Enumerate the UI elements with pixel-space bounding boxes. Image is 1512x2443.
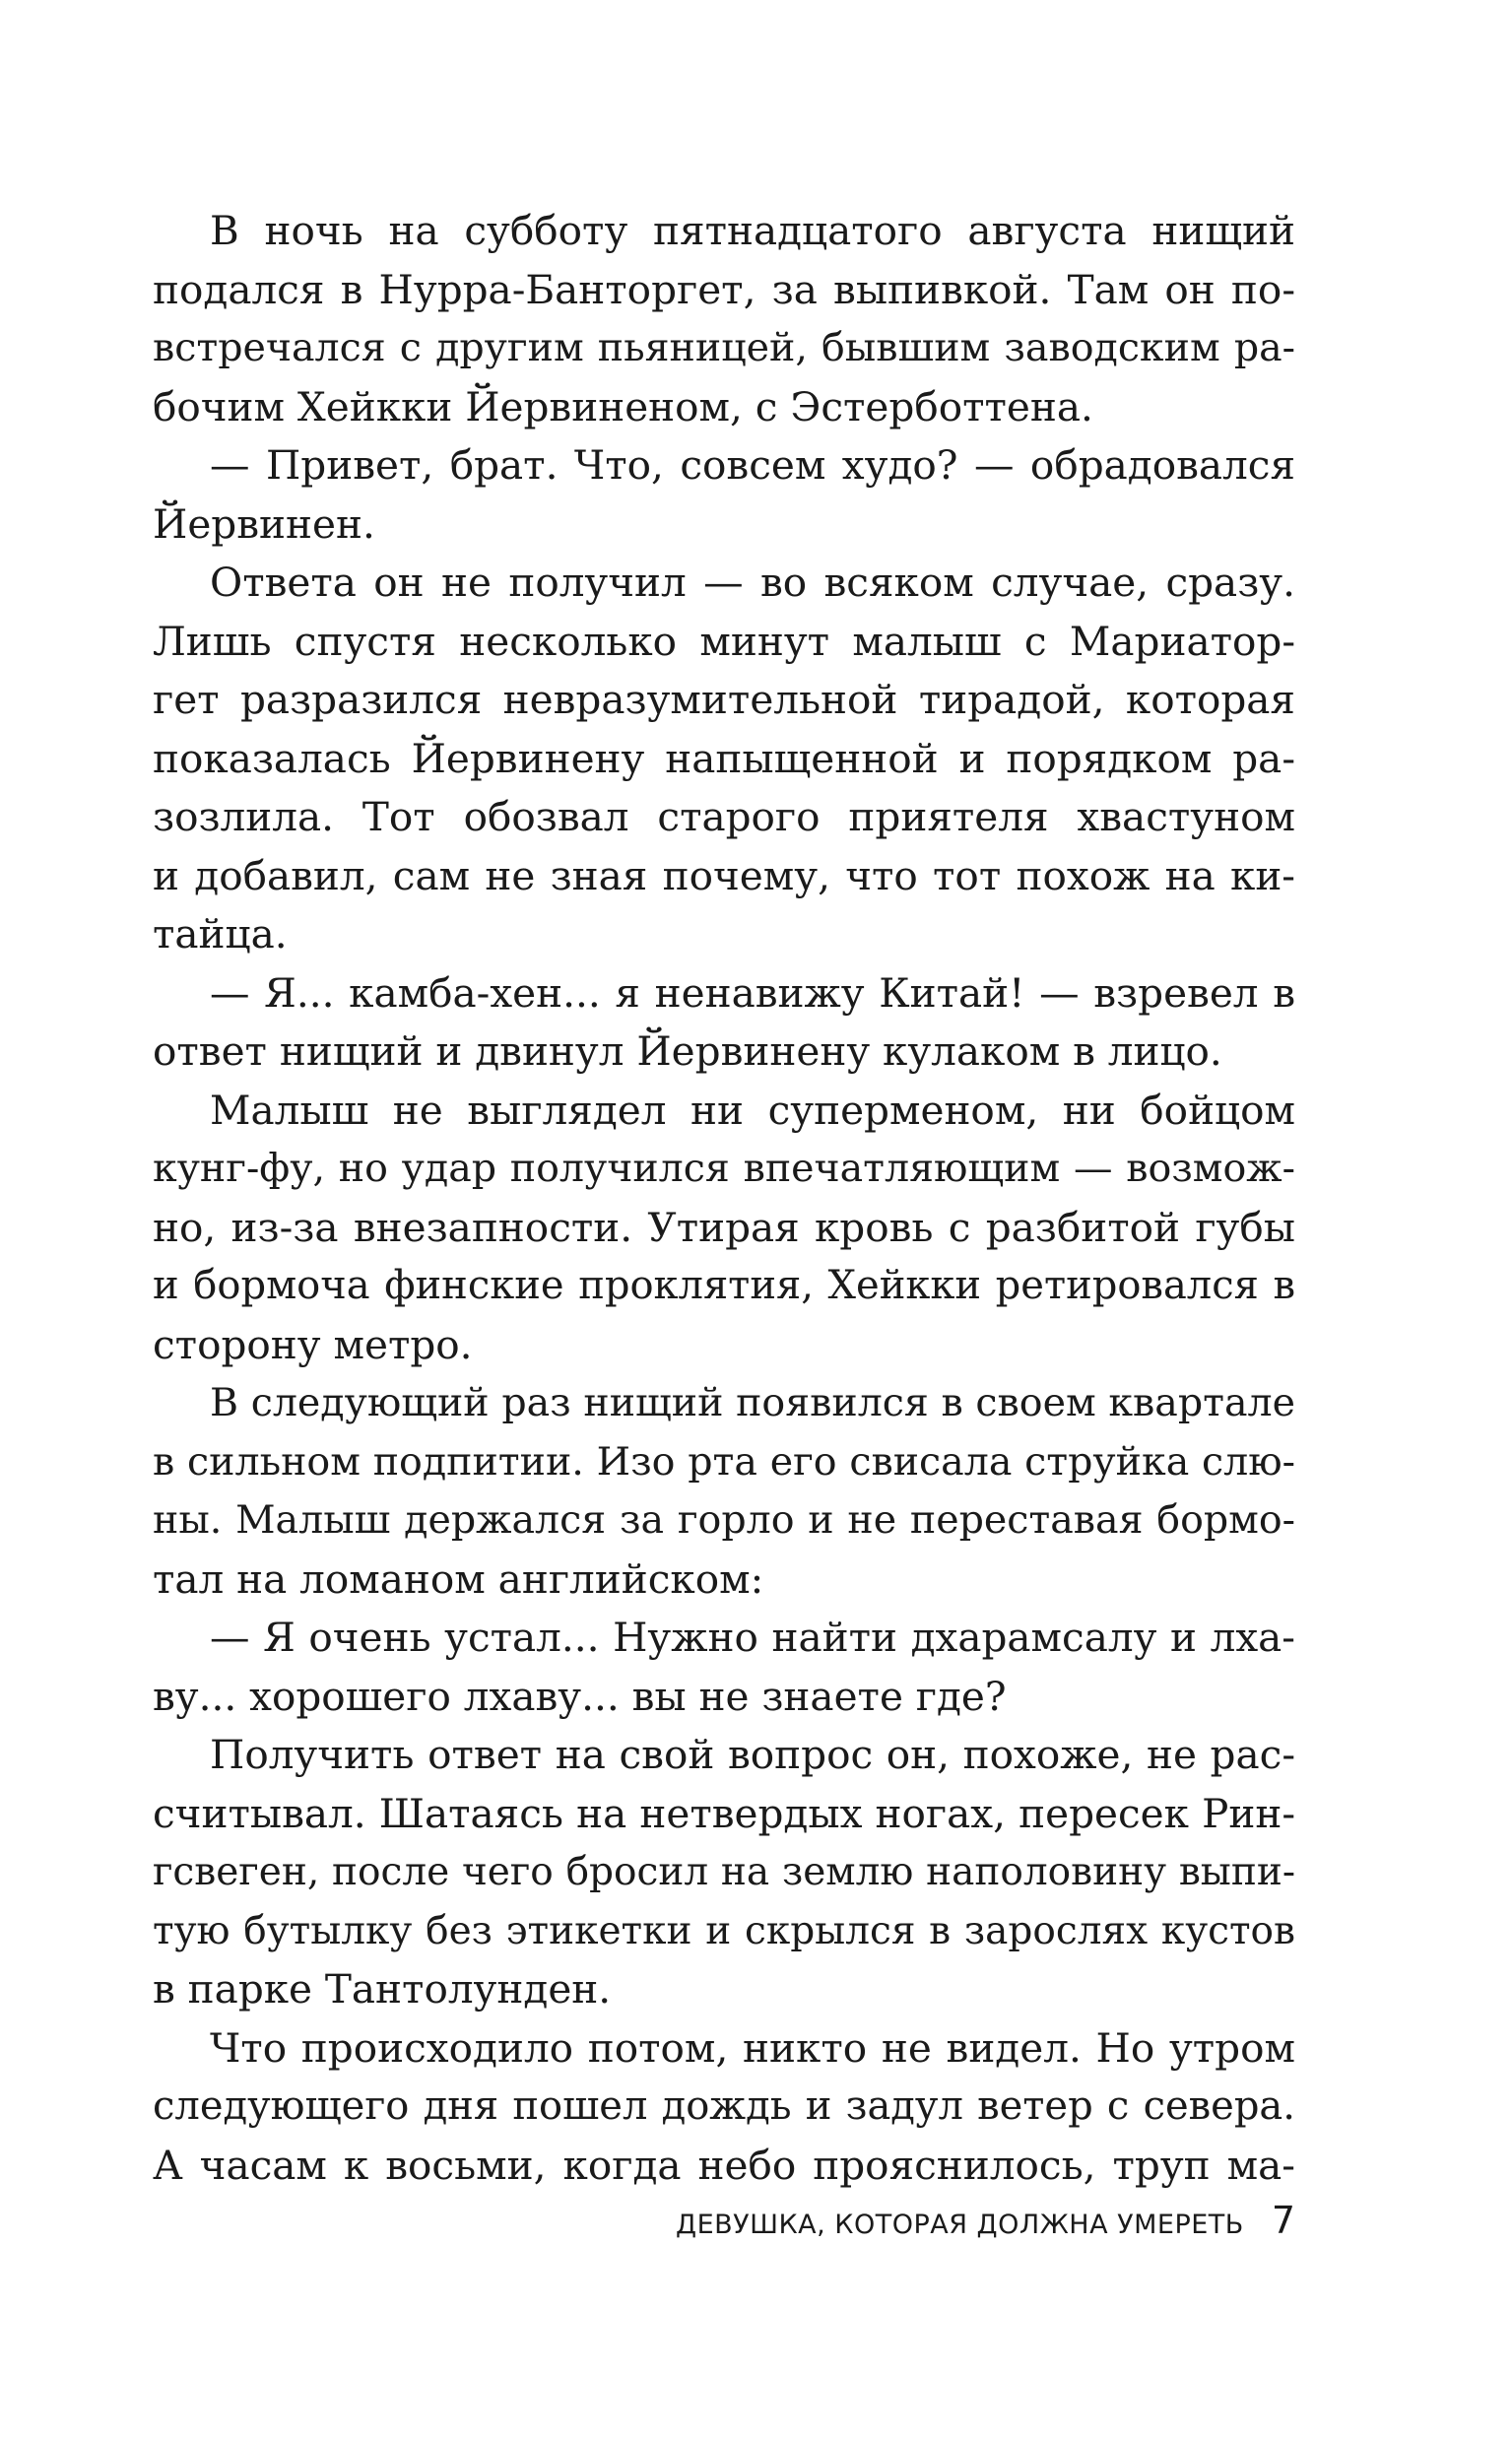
text-line: встречался с другим пьяницей, бывшим заводским ра- <box>153 325 1295 370</box>
running-title: ДЕВУШКА, КОТОРАЯ ДОЛЖНА УМЕРЕТЬ <box>675 2210 1244 2240</box>
text-line: Что происходило потом, никто не видел. Но утром <box>210 2023 1295 2072</box>
text-line: Лишь спустя несколько минут малыш с Мариатор- <box>153 617 1295 665</box>
text-line: в сильном подпитии. Изо рта его свисала струйка слю- <box>153 1438 1295 1485</box>
text-line: считывал. Шатаясь на нетвердых ногах, пересек Рин- <box>153 1789 1295 1837</box>
text-line: зозлила. Тот обозвал старого приятеля хвастуном <box>153 793 1295 840</box>
text-line: А часам к восьми, когда небо прояснилось, труп ма- <box>153 2141 1295 2189</box>
text-line: Малыш не выглядел ни суперменом, ни бойцом <box>210 1086 1295 1134</box>
text-line: ны. Малыш держался за горло и не переставая бормо- <box>153 1497 1295 1543</box>
text-line: Получить ответ на свой вопрос он, похоже, не рас- <box>210 1731 1295 1778</box>
text-line: — Я... камба-хен... я ненавижу Китай! — взревел в <box>210 968 1295 1017</box>
text-line: в парке Тантолунден. <box>153 1965 612 2013</box>
text-line: бочим Хейкки Йервиненом, с Эстерботтена. <box>153 382 1093 430</box>
text-line: следующего дня пошел дождь и задул ветер с севера. <box>153 2083 1295 2129</box>
text-line: показалась Йервинену напыщенной и порядком ра- <box>153 734 1295 782</box>
text-line: ву... хорошего лхаву... вы не знаете где? <box>153 1672 1007 1720</box>
text-line: тую бутылку без этикетки и скрылся в зарослях кустов <box>153 1908 1295 1953</box>
text-line: подался в Нурра-Банторгет, за выпивкой. Там он по- <box>153 265 1295 313</box>
text-line: Йервинен. <box>153 499 375 548</box>
text-line: Ответа он не получил — во всяком случае, сразу. <box>210 559 1295 606</box>
page-number: 7 <box>1271 2199 1295 2242</box>
page-footer <box>153 2199 1295 2242</box>
text-line: и бормоча финские проклятия, Хейкки ретировался в <box>153 1263 1295 1308</box>
text-line: гет разразился невразумительной тирадой, которая <box>153 676 1295 723</box>
text-line: гсвеген, после чего бросил на землю наполовину выпи- <box>153 1850 1295 1894</box>
text-line: ответ нищий и двинул Йервинену кулаком в лицо. <box>153 1027 1222 1075</box>
text-line: но, из-за внезапности. Утирая кровь с разбитой губы <box>153 1203 1295 1251</box>
text-line: — Я очень устал... Нужно найти дхарамсалу и лха- <box>210 1614 1295 1661</box>
text-line: тал на ломаном английском: <box>153 1554 764 1603</box>
text-line: — Привет, брат. Что, совсем худо? — обрадовался <box>210 441 1295 489</box>
text-line: и добавил, сам не зная почему, что тот похож на ки- <box>153 851 1295 899</box>
text-line: В ночь на субботу пятнадцатого августа нищий <box>210 207 1295 254</box>
text-line: кунг-фу, но удар получился впечатляющим — возмож- <box>153 1146 1295 1191</box>
book-page-text <box>153 202 1295 2195</box>
text-line: сторону метро. <box>153 1320 473 1368</box>
text-line: тайца. <box>153 910 288 957</box>
text-line: В следующий раз нищий появился в своем квартале <box>210 1380 1295 1425</box>
